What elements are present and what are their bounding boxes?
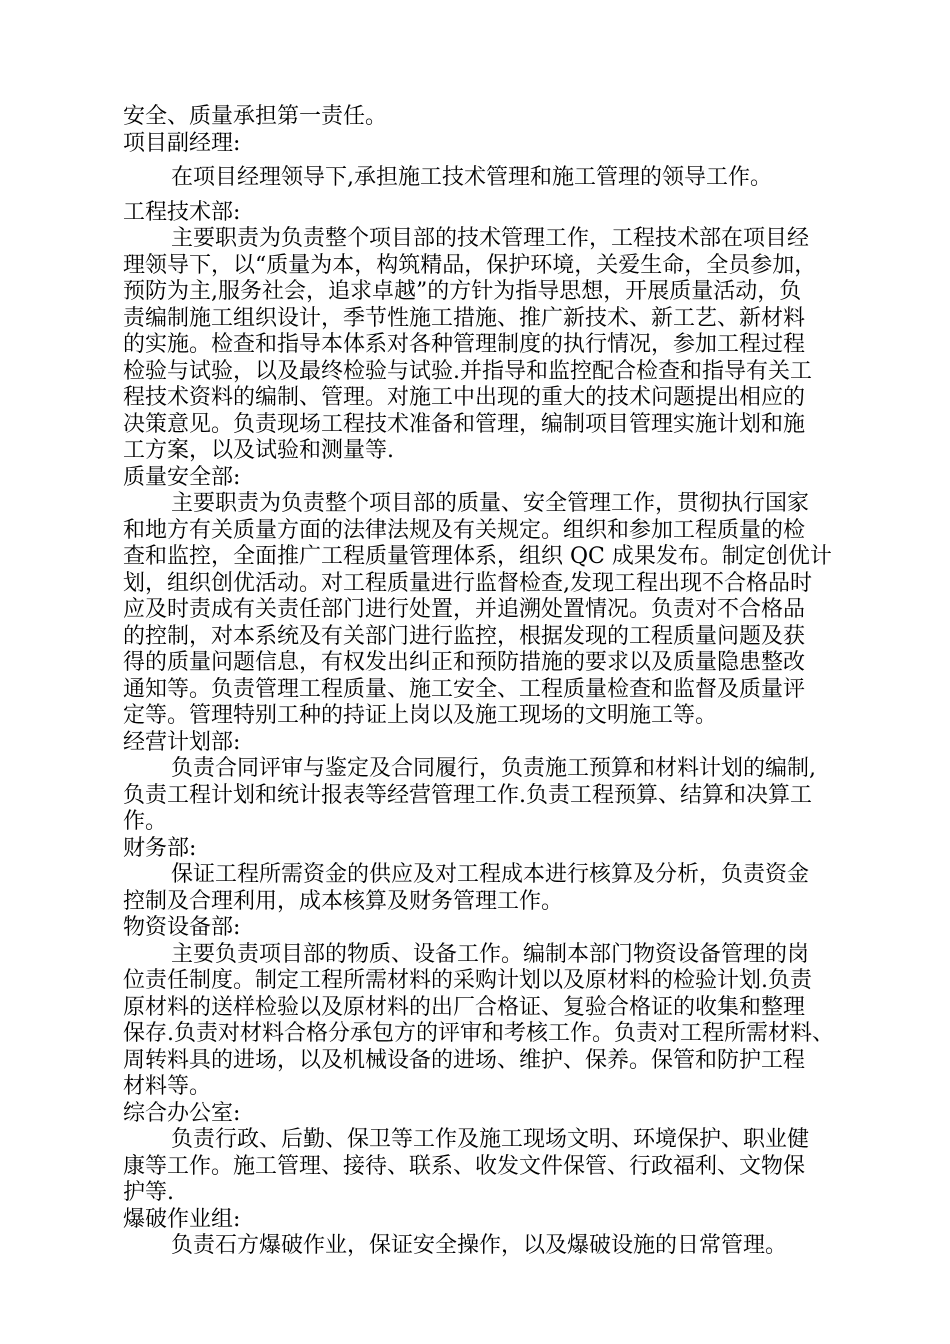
paragraph-line: 负责石方爆破作业，保证安全操作，以及爆破设施的日常管理。 bbox=[171, 1233, 788, 1258]
paragraph-line: 查和监控，全面推广工程质量管理体系，组织 QC 成果发布。制定创优计 bbox=[123, 544, 832, 569]
section-heading: 财务部: bbox=[123, 835, 197, 861]
paragraph-line: 原材料的送样检验以及原材料的出厂合格证、复验合格证的收集和整理 bbox=[123, 994, 806, 1020]
paragraph-line: 位责任制度。制定工程所需材料的采购计划以及原材料的检验计划.负责 bbox=[123, 968, 812, 993]
paragraph-line: 主要负责项目部的物质、设备工作。编制本部门物资设备管理的岗 bbox=[171, 941, 810, 967]
section-heading: 项目副经理: bbox=[123, 130, 241, 156]
paragraph-line: 通知等。负责管理工程质量、施工安全、工程质量检查和监督及质量评 bbox=[123, 676, 806, 702]
document-page bbox=[123, 104, 835, 1260]
section-heading: 工程技术部: bbox=[123, 199, 241, 225]
section-finance bbox=[123, 836, 835, 916]
paragraph-line: 程技术资料的编制、管理。对施工中出现的重大的技术问题提出相应的 bbox=[123, 385, 806, 410]
paragraph-line: 工方案，以及试验和测量等. bbox=[123, 438, 394, 463]
paragraph-line: 和地方有关质量方面的法律法规及有关规定。组织和参加工程质量的检 bbox=[123, 517, 806, 543]
section-quality-safety bbox=[123, 465, 835, 730]
paragraph-line: 决策意见。负责现场工程技术准备和管理，编制项目管理实施计划和施 bbox=[123, 411, 806, 437]
section-heading: 物资设备部: bbox=[123, 915, 241, 940]
paragraph-line: 责编制施工组织设计，季节性施工措施、推广新技术、新工艺、新材料 bbox=[123, 305, 806, 331]
paragraph-line: 划，组织创优活动。对工程质量进行监督检查,发现工程出现不合格品时 bbox=[123, 570, 812, 596]
section-heading: 爆破作业组: bbox=[123, 1206, 241, 1232]
paragraph-line: 材料等。 bbox=[123, 1074, 212, 1099]
paragraph-line: 负责工程计划和统计报表等经营管理工作.负责工程预算、结算和决算工 bbox=[123, 782, 812, 808]
paragraph-line: 的实施。检查和指导本体系对各种管理制度的执行情况，参加工程过程 bbox=[123, 332, 806, 357]
paragraph-line: 作。 bbox=[123, 809, 168, 834]
paragraph-line: 定等。管理特别工种的持证上岗以及施工现场的文明施工等。 bbox=[123, 703, 718, 728]
paragraph-line: 应及时责成有关责任部门进行处置，并追溯处置情况。负责对不合格品 bbox=[123, 597, 806, 622]
paragraph-line: 的控制，对本系统及有关部门进行监控，根据发现的工程质量问题及获 bbox=[123, 623, 806, 649]
paragraph-line: 负责合同评审与鉴定及合同履行，负责施工预算和材料计划的编制, bbox=[171, 756, 816, 781]
paragraph-line: 理领导下，以“质量为本，构筑精品，保护环境，关爱生命，全员参加， bbox=[123, 252, 817, 278]
paragraph-line: 主要职责为负责整个项目部的技术管理工作，工程技术部在项目经 bbox=[171, 226, 810, 251]
paragraph-line: 康等工作。施工管理、接待、联系、收发文件保管、行政福利、文物保 bbox=[123, 1153, 806, 1179]
section-general-office bbox=[123, 1101, 835, 1207]
section-business-planning bbox=[123, 730, 835, 836]
section-blasting bbox=[123, 1207, 835, 1260]
section-deputy-manager bbox=[123, 131, 835, 192]
section-heading: 综合办公室: bbox=[123, 1100, 241, 1126]
paragraph-line: 保存.负责对材料合格分承包方的评审和考核工作。负责对工程所需材料、 bbox=[123, 1021, 834, 1046]
paragraph-line: 得的质量问题信息，有权发出纠正和预防措施的要求以及质量隐患整改 bbox=[123, 650, 806, 675]
paragraph-line: 控制及合理利用，成本核算及财务管理工作。 bbox=[123, 888, 564, 914]
paragraph-line: 检验与试验，以及最终检验与试验.并指导和监控配合检查和指导有关工 bbox=[123, 358, 812, 384]
section-engineering-tech bbox=[123, 200, 835, 465]
paragraph-line: 负责行政、后勤、保卫等工作及施工现场文明、环境保护、职业健 bbox=[171, 1127, 810, 1152]
paragraph-line: 护等. bbox=[123, 1180, 174, 1205]
paragraph-line: 周转料具的进场，以及机械设备的进场、维护、保养。保管和防护工程 bbox=[123, 1047, 806, 1073]
intro-tail-line: 安全、质量承担第一责任。 bbox=[123, 104, 388, 129]
section-materials-equipment bbox=[123, 915, 835, 1101]
paragraph-line: 在项目经理领导下,承担施工技术管理和施工管理的领导工作。 bbox=[171, 165, 772, 190]
paragraph-line: 主要职责为负责整个项目部的质量、安全管理工作，贯彻执行国家 bbox=[171, 491, 810, 516]
section-heading: 经营计划部: bbox=[123, 729, 241, 755]
paragraph-line: 预防为主,服务社会，追求卓越”的方针为指导思想，开展质量活动，负 bbox=[123, 279, 802, 304]
section-heading: 质量安全部: bbox=[123, 464, 241, 490]
paragraph-line: 保证工程所需资金的供应及对工程成本进行核算及分析，负责资金 bbox=[171, 862, 810, 887]
